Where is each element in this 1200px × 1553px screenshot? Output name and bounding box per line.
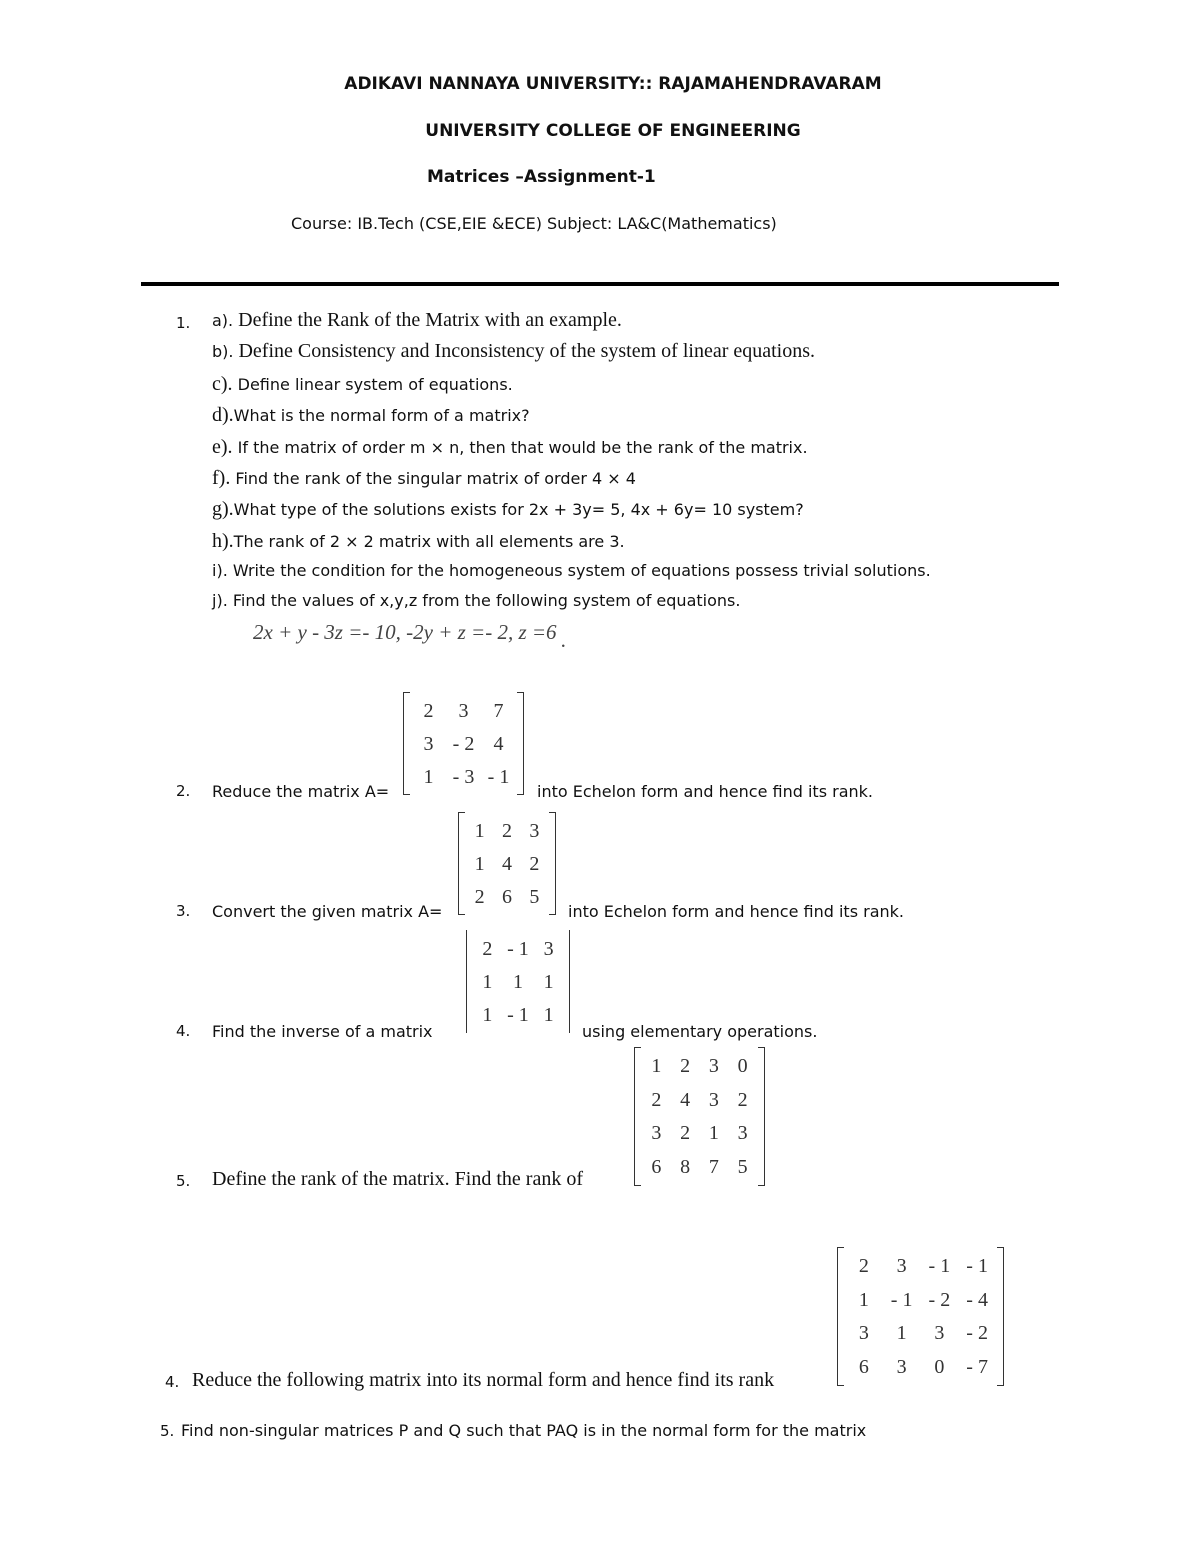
matrix-cell: 3 xyxy=(934,1322,945,1345)
q1-item-prefix: j). xyxy=(212,591,228,610)
matrix-cell: 3 xyxy=(458,699,469,722)
matrix-cell: 3 xyxy=(858,1322,869,1345)
matrix-right-bracket xyxy=(758,1047,765,1186)
matrix-cell: 2 xyxy=(858,1254,869,1277)
matrix-cell: 3 xyxy=(529,819,540,842)
matrix-cell: 2 xyxy=(423,699,434,722)
q7-text: Find non-singular matrices P and Q such that PAQ is in the normal form for the matrix xyxy=(181,1421,867,1440)
matrix-right-bracket xyxy=(569,930,570,1033)
matrix-cell: - 1 xyxy=(890,1288,913,1311)
q2-text-after: into Echelon form and hence find its rank. xyxy=(537,782,873,801)
q1-item-prefix: h). xyxy=(212,530,234,552)
matrix-cell: - 7 xyxy=(966,1356,988,1379)
matrix-cell: 6 xyxy=(651,1156,662,1179)
q3-matrix xyxy=(458,812,556,915)
matrix-right-bracket xyxy=(549,812,556,915)
q5-text: Define the rank of the matrix. Find the rank of xyxy=(212,1168,583,1190)
q1-item-prefix: g). xyxy=(212,498,234,520)
matrix-cell: 1 xyxy=(708,1122,719,1145)
matrix-cell: 4 xyxy=(493,732,504,755)
matrix-cell: 1 xyxy=(482,1003,493,1026)
q1-item xyxy=(212,530,625,553)
q1-item-text: Find the rank of the singular matrix of order 4 × 4 xyxy=(230,469,636,488)
q4-text-before: Find the inverse of a matrix xyxy=(212,1022,433,1041)
q1-item-text: Define linear system of equations. xyxy=(232,375,513,394)
matrix-cell: 2 xyxy=(680,1122,691,1145)
college-name: UNIVERSITY COLLEGE OF ENGINEERING xyxy=(425,121,801,141)
q4-number: 4. xyxy=(176,1022,191,1040)
q1-item-prefix: i). xyxy=(212,561,228,580)
q1-item-prefix: b). xyxy=(212,342,234,361)
q2-number: 2. xyxy=(176,782,191,800)
matrix-cell: 3 xyxy=(708,1054,719,1077)
matrix-cell: 2 xyxy=(529,852,540,875)
matrix-cell: 1 xyxy=(423,765,434,788)
matrix-cell: - 1 xyxy=(928,1254,951,1277)
q1-item-prefix: e). xyxy=(212,436,233,458)
matrix-cell: - 1 xyxy=(487,765,510,788)
q3-text-after: into Echelon form and hence find its rank. xyxy=(568,902,904,921)
q1-item-text: Define the Rank of the Matrix with an example. xyxy=(233,309,622,331)
q5-matrix xyxy=(634,1047,765,1186)
matrix-cell: 1 xyxy=(543,1003,554,1026)
matrix-cell: 2 xyxy=(474,885,485,908)
q1-item xyxy=(212,467,636,490)
matrix-cell: 1 xyxy=(474,819,485,842)
matrix-right-bracket xyxy=(517,692,524,795)
matrix-cell: 6 xyxy=(501,885,512,908)
matrix-cell: 8 xyxy=(680,1156,691,1179)
q6-number: 4. xyxy=(165,1373,180,1391)
matrix-cell: 1 xyxy=(651,1054,662,1077)
university-name: ADIKAVI NANNAYA UNIVERSITY:: RAJAMAHENDRAVARAM xyxy=(344,74,882,94)
matrix-right-bracket xyxy=(997,1247,1004,1386)
matrix-cell: 3 xyxy=(737,1122,748,1145)
matrix-cell: - 3 xyxy=(452,765,475,788)
matrix-cell: 2 xyxy=(501,819,512,842)
equation-text: 2x + y - 3z =- 10, -2y + z =- 2, z =6 xyxy=(253,620,557,644)
matrix-cell: 0 xyxy=(737,1054,748,1077)
q1-item xyxy=(212,309,622,332)
q1-item-prefix: c). xyxy=(212,373,233,395)
matrix-left-bracket xyxy=(403,692,410,795)
matrix-cell: 1 xyxy=(474,852,485,875)
q1-item-text: What type of the solutions exists for 2x + 3y= 5, 4x + 6y= 10 system? xyxy=(233,500,804,519)
matrix-cell: 6 xyxy=(858,1356,869,1379)
q1-item xyxy=(212,498,804,521)
matrix-cell: 1 xyxy=(858,1288,869,1311)
matrix-cell: 2 xyxy=(651,1088,662,1111)
matrix-cell: 5 xyxy=(529,885,540,908)
matrix-cell: 7 xyxy=(708,1156,719,1179)
q1-item-text: The rank of 2 × 2 matrix with all elements are 3. xyxy=(233,532,625,551)
matrix-cell: - 1 xyxy=(507,937,529,960)
matrix-left-bracket xyxy=(837,1247,844,1386)
matrix-cell: 2 xyxy=(737,1088,748,1111)
q1-item xyxy=(212,373,513,396)
header-divider xyxy=(141,282,1059,286)
q1-item xyxy=(212,561,931,581)
matrix-cell: - 2 xyxy=(966,1322,988,1345)
matrix-cell: 4 xyxy=(501,852,512,875)
q3-text-before: Convert the given matrix A= xyxy=(212,902,443,921)
matrix-cell: - 2 xyxy=(928,1288,951,1311)
matrix-left-bracket xyxy=(634,1047,641,1186)
matrix-cell: 3 xyxy=(423,732,434,755)
q1-item xyxy=(212,436,808,459)
matrix-cell: 0 xyxy=(934,1356,945,1379)
q1-item xyxy=(212,591,740,611)
q2-text-before: Reduce the matrix A= xyxy=(212,782,390,801)
q1-item-text: Find the values of x,y,z from the following system of equations. xyxy=(227,591,741,610)
q6-text: Reduce the following matrix into its normal form and hence find its rank xyxy=(192,1369,775,1391)
q1-item-text: What is the normal form of a matrix? xyxy=(233,406,530,425)
matrix-cell: - 1 xyxy=(966,1254,988,1277)
matrix-cell: - 1 xyxy=(507,1003,529,1026)
matrix-cell: 2 xyxy=(482,937,493,960)
q4-matrix xyxy=(464,930,572,1033)
q1-equation xyxy=(253,620,566,652)
matrix-cell: 1 xyxy=(896,1322,907,1345)
q6-matrix xyxy=(837,1247,1004,1386)
matrix-cell: - 2 xyxy=(452,732,475,755)
matrix-cell: 2 xyxy=(680,1054,691,1077)
matrix-cell: 3 xyxy=(543,937,554,960)
q2-matrix xyxy=(403,692,524,795)
q1-item-text: Write the condition for the homogeneous system of equations possess trivial solutions. xyxy=(227,561,931,580)
q4-text-after: using elementary operations. xyxy=(582,1022,818,1041)
q5-number: 5. xyxy=(176,1172,191,1190)
matrix-cell: 4 xyxy=(680,1088,691,1111)
matrix-left-bracket xyxy=(458,812,465,915)
matrix-cell: 1 xyxy=(482,970,493,993)
course-line: Course: IB.Tech (CSE,EIE &ECE) Subject: LA&C(Mathematics) xyxy=(291,214,777,233)
matrix-cell: 5 xyxy=(737,1156,748,1179)
matrix-cell: 7 xyxy=(493,699,504,722)
q1-item xyxy=(212,340,815,363)
matrix-cell: 1 xyxy=(512,970,523,993)
matrix-left-bracket xyxy=(466,930,467,1033)
matrix-cell: 3 xyxy=(896,1254,907,1277)
q1-item-prefix: d). xyxy=(212,404,234,426)
q1-number: 1. xyxy=(176,314,191,332)
q7-number: 5. xyxy=(160,1422,175,1440)
matrix-cell: 3 xyxy=(896,1356,907,1379)
q1-item-text: If the matrix of order m × n, then that would be the rank of the matrix. xyxy=(232,438,808,457)
matrix-cell: 3 xyxy=(651,1122,662,1145)
q1-item-text: Define Consistency and Inconsistency of the system of linear equations. xyxy=(233,340,816,362)
q1-item-prefix: a). xyxy=(212,311,234,330)
matrix-cell: 1 xyxy=(543,970,554,993)
matrix-cell: - 4 xyxy=(966,1288,988,1311)
equation-period: . xyxy=(560,628,566,652)
q3-number: 3. xyxy=(176,902,191,920)
q1-item-prefix: f). xyxy=(212,467,231,489)
matrix-cell: 3 xyxy=(708,1088,719,1111)
q1-item xyxy=(212,404,530,427)
assignment-title: Matrices –Assignment-1 xyxy=(427,167,656,187)
